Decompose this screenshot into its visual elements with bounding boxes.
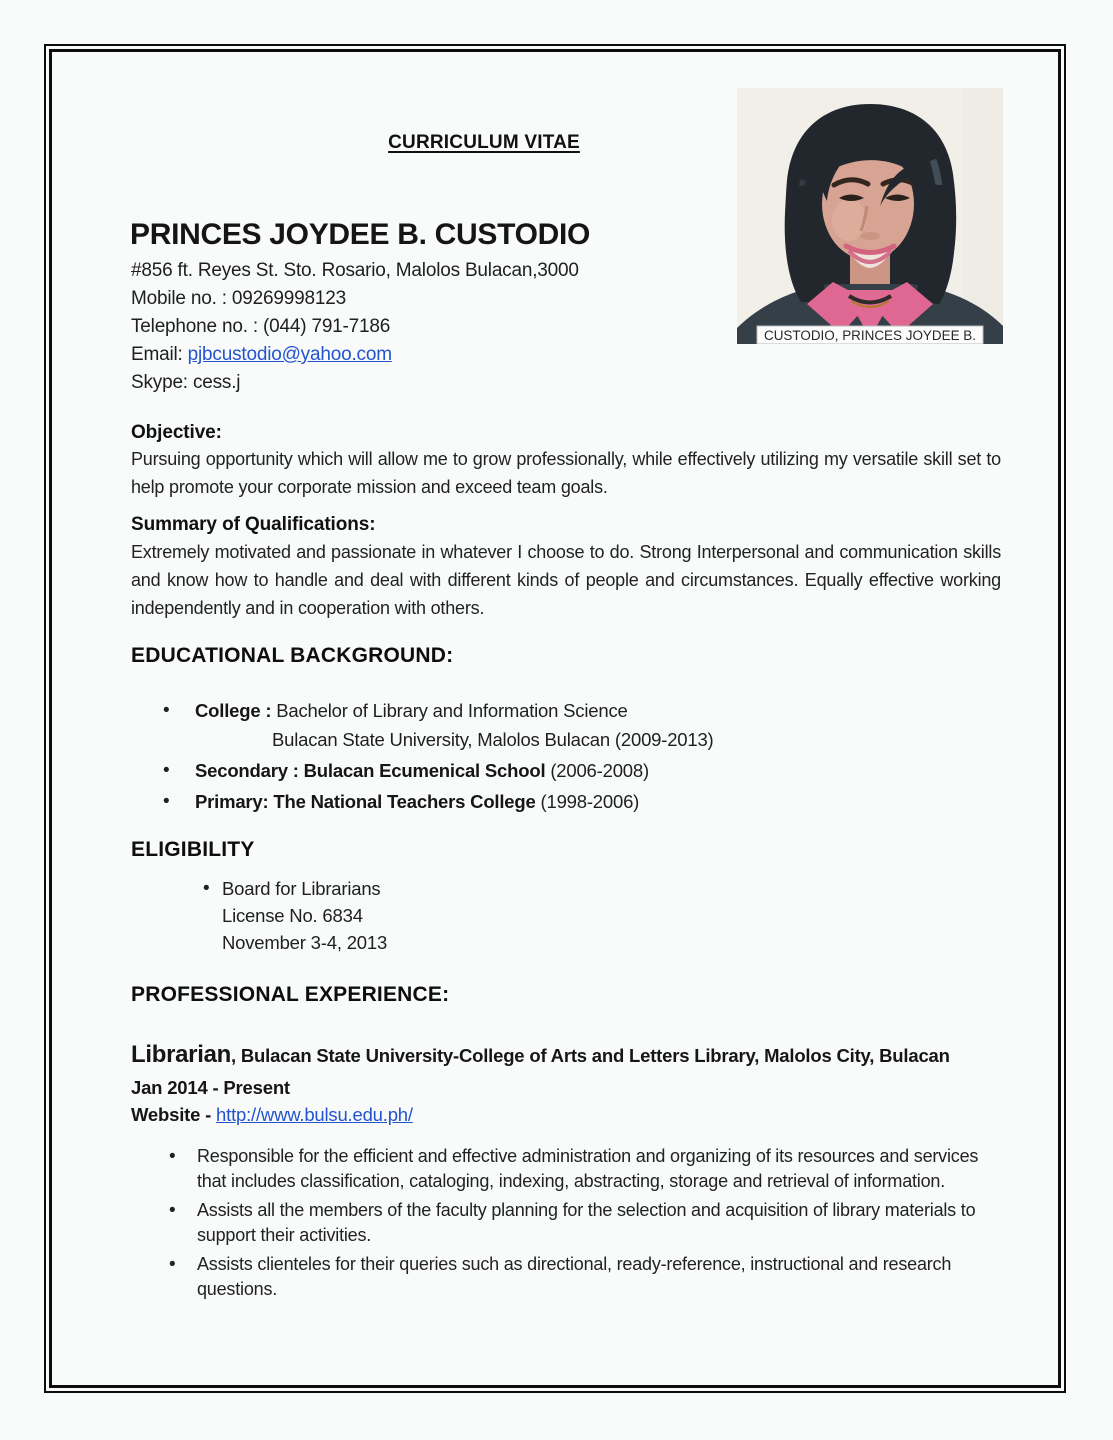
person-name: PRINCES JOYDEE B. CUSTODIO [130, 218, 591, 251]
education-list [131, 696, 1001, 816]
job-website-line [131, 1101, 1001, 1128]
job-detail: , Bulacan State University-College of Arts and Letters Library, Malolos City, Bulacan [231, 1045, 950, 1066]
job-block [131, 1040, 1001, 1128]
job-title: Librarian [131, 1041, 231, 1068]
education-heading: EDUCATIONAL BACKGROUND: [131, 644, 454, 667]
duties-list [131, 1144, 1001, 1306]
list-item [131, 696, 1001, 754]
email-line [131, 341, 579, 369]
eligibility-block [131, 875, 387, 956]
eligibility-license-line: License No. 6834 [222, 905, 363, 926]
email-label: Email: [131, 344, 188, 365]
email-link[interactable]: pjbcustodio@yahoo.com [187, 344, 392, 365]
education-detail: (1998-2006) [535, 791, 640, 812]
qualifications-section [131, 514, 1001, 622]
list-item [131, 787, 1001, 816]
list-item: • Assists clienteles for their queries such as directional, ready-reference, instructional and research questions. [131, 1252, 1001, 1302]
list-item [131, 756, 1001, 785]
list-item: • Responsible for the efficient and effective administration and organizing of its resources and services that includes classification, cataloging, indexing, abstracting, storage and retrieval of information. [131, 1144, 1001, 1194]
portrait-photo [737, 88, 1003, 344]
objective-body: Pursuing opportunity which will allow me to grow professionally, while effectively utilizing my versatile skill set to help promote your corporate mission and exceed team goals. [131, 449, 1001, 497]
objective-section [131, 422, 1001, 501]
website-label: Website - [131, 1104, 217, 1125]
education-level-label: College : [195, 700, 277, 721]
experience-heading: PROFESSIONAL EXPERIENCE: [131, 983, 450, 1006]
website-link[interactable]: http://www.bulsu.edu.ph/ [216, 1104, 413, 1125]
education-level-label: Primary: The National Teachers College [195, 791, 536, 812]
skype-line: Skype: cess.j [131, 372, 241, 393]
list-item: • Board for Librarians [131, 875, 387, 902]
list-item: • Assists all the members of the faculty planning for the selection and acquisition of library materials to support their activities. [131, 1198, 1001, 1248]
address-line: #856 ft. Reyes St. Sto. Rosario, Malolos Bulacan,3000 [131, 260, 579, 281]
document-title-text: CURRICULUM VITAE [388, 132, 580, 153]
job-title-line [131, 1040, 1001, 1071]
education-level-label: Secondary : Bulacan Ecumenical School [195, 760, 546, 781]
contact-block [131, 257, 579, 397]
objective-heading: Objective: [131, 422, 222, 443]
job-period: Jan 2014 - Present [131, 1077, 290, 1098]
qualifications-heading: Summary of Qualifications: [131, 514, 376, 535]
mobile-line: Mobile no. : 09269998123 [131, 288, 346, 309]
education-detail-line2: Bulacan State University, Malolos Bulacan (2009-2013) [272, 729, 714, 750]
education-detail: (2006-2008) [545, 760, 649, 781]
eligibility-heading: ELIGIBILITY [131, 838, 255, 861]
telephone-line: Telephone no. : (044) 791-7186 [131, 316, 391, 337]
eligibility-date-line: November 3-4, 2013 [222, 932, 388, 953]
education-detail: Bachelor of Library and Information Science [276, 700, 628, 721]
photo-caption: CUSTODIO, PRINCES JOYDEE B. [764, 328, 976, 343]
qualifications-body: Extremely motivated and passionate in whatever I choose to do. Strong Interpersonal and communication skills and know how to handle and deal with different kinds of people and circumstances. Equally effective working independently and in cooperation with others. [131, 542, 1001, 618]
